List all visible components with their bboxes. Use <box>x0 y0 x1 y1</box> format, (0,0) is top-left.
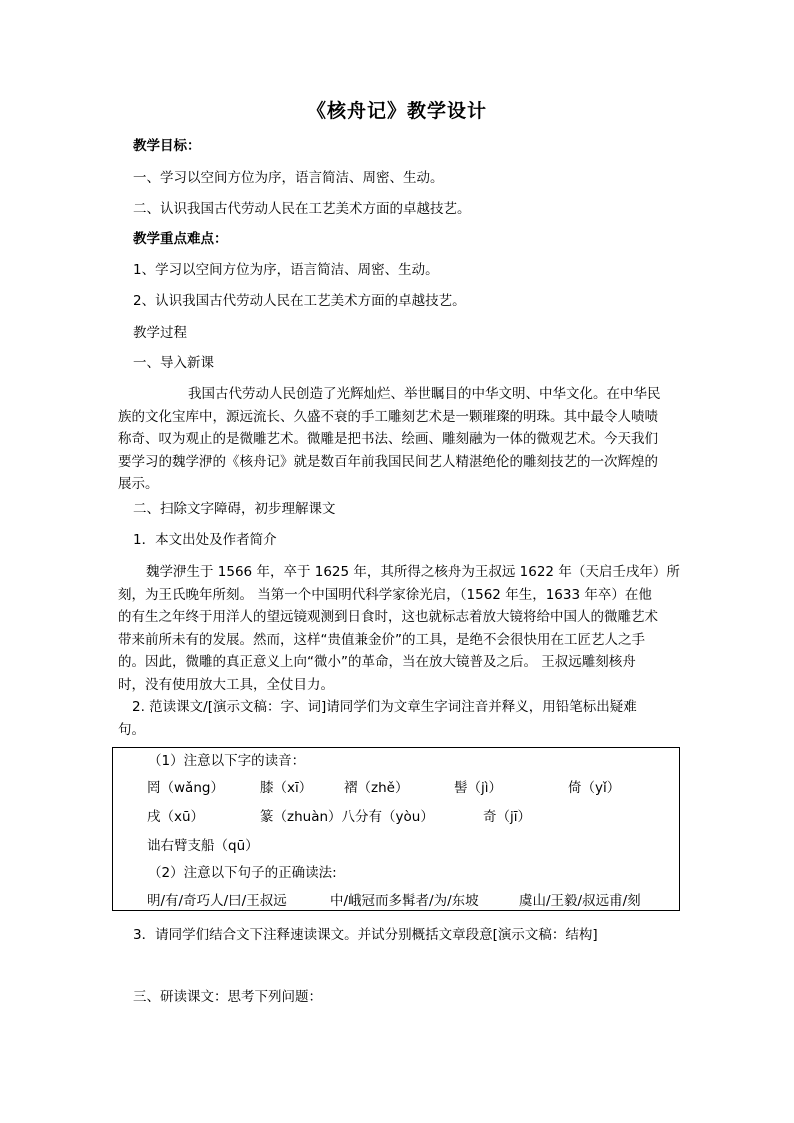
pronunciation-item: 奇（jī） <box>483 809 532 825</box>
goal-2: 二、认识我国古代劳动人民在工艺美术方面的卓越技艺。 <box>133 201 471 217</box>
subsection-2-line: 句。 <box>118 721 145 738</box>
subsection-3-heading: 3．请同学们结合文下注释速读课文。并试分别概括文章段意[演示文稿：结构] <box>133 927 598 943</box>
author-line: 魏学洢生于 1566 年，卒于 1625 年，其所得之核舟为王叔远 1622 年（天启壬戌年）所 <box>146 564 680 580</box>
goals-heading: 教学目标： <box>133 138 201 154</box>
author-line: 的。因此，微雕的真正意义上向“微小”的革命，当在放大镜普及之后。 王叔远雕刻核舟 <box>118 654 636 670</box>
author-line: 的有生之年终于用洋人的望远镜观测到日食时，这也就标志着放大镜将给中国人的微雕艺术 <box>118 609 658 625</box>
reading-sentence: 明/有/奇巧人/曰/王叔远 <box>147 893 287 909</box>
intro-line: 展示。 <box>118 476 159 492</box>
pronunciation-item: 膝（xī） <box>260 780 313 796</box>
section-3-heading: 三、研读课文：思考下列问题： <box>133 989 322 1005</box>
document-title: 《核舟记》教学设计 <box>306 100 487 122</box>
key-point-1: 1、学习以空间方位为序，语言简洁、周密、生动。 <box>133 262 439 278</box>
intro-line: 我国古代劳动人民创造了光辉灿烂、举世瞩目的中华文明、中华文化。在中华民 <box>188 386 661 402</box>
key-point-2: 2、认识我国古代劳动人民在工艺美术方面的卓越技艺。 <box>133 293 466 309</box>
intro-line: 族的文化宝库中，源远流长、久盛不衰的手工雕刻艺术是一颗璀璨的明珠。其中最令人啧啧 <box>118 408 658 425</box>
pronunciation-item: 戌（xū） <box>147 809 205 825</box>
box-heading-2: （2）注意以下句子的正确读法: <box>148 865 337 881</box>
goal-1: 一、学习以空间方位为序，语言简洁、周密、生动。 <box>133 170 444 186</box>
key-points-heading: 教学重点难点： <box>133 231 228 247</box>
subsection-2-line: 2. 范读课文/[演示文稿：字、词]请同学们为文章生字词注音并释义，用铅笔标出疑难 <box>132 699 637 715</box>
author-line: 时，没有使用放大工具，全仗目力。 <box>118 676 334 693</box>
reading-sentence: 虞山/王毅/叔远甫/刻 <box>519 893 641 909</box>
section-2-heading: 二、扫除文字障碍，初步理解课文 <box>133 501 336 517</box>
section-1-heading: 一、导入新课 <box>133 355 214 371</box>
pronunciation-item: 褶（zhě） <box>344 780 409 796</box>
author-paragraph <box>118 561 678 696</box>
author-line: 带来前所未有的发展。然而，这样“贵值兼金价”的工具，是绝不会很快用在工匠艺人之手 <box>118 631 645 648</box>
subsection-2-paragraph <box>118 696 678 741</box>
author-line: 刻，为王氏晚年所刻。 当第一个中国明代科学家徐光启，（1562 年生，1633 年卒）在他 <box>118 586 652 603</box>
intro-line: 称奇、叹为观止的是微雕艺术。微雕是把书法、绘画、雕刻融为一体的微观艺术。今天我们 <box>118 431 658 447</box>
pronunciation-item: 诎右臂支船（qū） <box>147 838 259 854</box>
subsection-1-heading: 1．本文出处及作者简介 <box>133 532 277 548</box>
box-heading-1: （1）注意以下字的读音： <box>148 753 306 769</box>
pronunciation-box <box>112 747 680 911</box>
pronunciation-item: 罔（wǎng） <box>147 780 224 796</box>
pronunciation-item: 篆（zhuàn）八分有（yòu） <box>260 809 434 825</box>
process-heading: 教学过程 <box>133 325 187 341</box>
pronunciation-item: 髻（jì） <box>454 780 503 796</box>
reading-sentence: 中/峨冠而多髯者/为/东坡 <box>330 893 479 909</box>
pronunciation-item: 倚（yǐ） <box>568 780 621 796</box>
intro-line: 要学习的魏学洢的《核舟记》就是数百年前我国民间艺人精湛绝伦的雕刻技艺的一次辉煌的 <box>118 453 658 470</box>
intro-paragraph <box>118 383 678 496</box>
